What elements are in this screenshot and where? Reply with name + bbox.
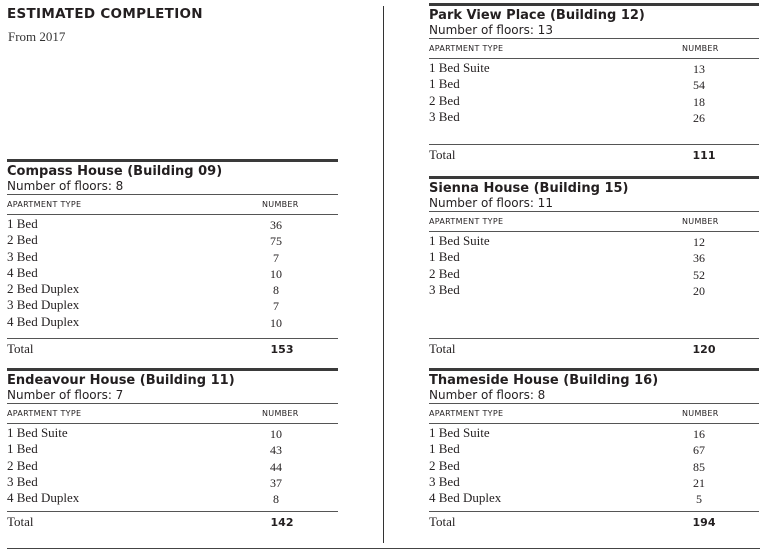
apartment-number: 36: [693, 251, 705, 266]
building-block-endeavour: [7, 368, 338, 538]
table-header: [429, 403, 759, 424]
total-label: Total: [7, 514, 34, 529]
total-value: 111: [692, 149, 716, 162]
apartment-type: 2 Bed Duplex: [7, 281, 80, 297]
table-header: [429, 38, 759, 59]
table-header: [7, 194, 338, 215]
block-top-rule: [429, 3, 759, 6]
table-row: [429, 109, 759, 125]
apartment-type: 2 Bed: [429, 265, 460, 281]
apartment-type: 3 Bed Duplex: [7, 297, 80, 313]
total-row: [7, 511, 338, 529]
column-header-type: APARTMENT TYPE: [429, 409, 504, 418]
total-row: [429, 338, 759, 356]
apartment-number: 10: [270, 266, 282, 281]
column-header-type: APARTMENT TYPE: [7, 200, 82, 209]
table-row: [429, 458, 759, 474]
column-header-number: NUMBER: [682, 217, 719, 226]
total-value: 194: [692, 516, 716, 529]
table-rows: [429, 425, 759, 506]
apartment-number: 16: [693, 427, 705, 441]
total-label: Total: [429, 514, 456, 529]
table-row: [429, 441, 759, 457]
apartment-type: 4 Bed Duplex: [429, 490, 502, 506]
table-row: [7, 249, 338, 265]
apartment-type: 1 Bed: [7, 216, 38, 231]
table-header: [7, 403, 338, 424]
apartment-type: 3 Bed: [429, 281, 460, 297]
apartment-number: 8: [273, 492, 279, 507]
table-row: [429, 233, 759, 249]
apartment-number: 85: [693, 459, 705, 474]
total-label: Total: [7, 341, 34, 356]
apartment-number: 75: [270, 234, 282, 249]
column-header-type: APARTMENT TYPE: [429, 217, 504, 226]
column-divider: [383, 6, 384, 543]
total-label: Total: [429, 147, 456, 162]
table-row: [429, 474, 759, 490]
apartment-type: 4 Bed Duplex: [7, 490, 80, 506]
building-floors: Number of floors: 13: [429, 23, 553, 37]
table-row: [7, 297, 338, 313]
table-row: [7, 441, 338, 457]
table-row: [429, 425, 759, 441]
apartment-number: 54: [693, 78, 705, 93]
table-rows: [7, 216, 338, 330]
total-value: 153: [270, 343, 294, 356]
building-floors: Number of floors: 7: [7, 388, 124, 402]
apartment-number: 12: [693, 235, 705, 249]
table-row: [7, 281, 338, 297]
apartment-type: 1 Bed Suite: [429, 233, 490, 248]
apartment-number: 52: [693, 267, 705, 282]
column-header-type: APARTMENT TYPE: [7, 409, 82, 418]
building-block-sienna: [429, 176, 759, 359]
apartment-type: 1 Bed Suite: [429, 425, 490, 440]
column-header-number: NUMBER: [682, 409, 719, 418]
column-header-type: APARTMENT TYPE: [429, 44, 504, 53]
table-row: [7, 458, 338, 474]
table-rows: [7, 425, 338, 506]
apartment-number: 21: [693, 475, 705, 490]
table-row: [429, 93, 759, 109]
apartment-type: 1 Bed: [7, 441, 38, 457]
building-name: Thameside House (Building 16): [429, 373, 659, 388]
apartment-type: 1 Bed Suite: [7, 425, 68, 440]
table-header: [429, 211, 759, 232]
apartment-type: 1 Bed: [429, 76, 460, 92]
table-row: [7, 314, 338, 330]
table-row: [7, 265, 338, 281]
table-rows: [429, 60, 759, 125]
apartment-type: 2 Bed: [429, 92, 460, 108]
table-row: [7, 490, 338, 506]
block-top-rule: [429, 368, 759, 371]
total-row: [7, 338, 338, 356]
apartment-number: 10: [270, 427, 282, 441]
total-label: Total: [429, 341, 456, 356]
building-floors: Number of floors: 8: [7, 179, 124, 193]
table-row: [429, 76, 759, 92]
apartment-type: 1 Bed: [429, 441, 460, 457]
column-header-number: NUMBER: [262, 409, 299, 418]
table-rows: [429, 233, 759, 298]
apartment-number: 10: [270, 315, 282, 330]
total-value: 120: [692, 343, 716, 356]
apartment-number: 7: [273, 299, 279, 314]
total-row: [429, 144, 759, 162]
column-header-number: NUMBER: [682, 44, 719, 53]
estimated-completion-date: From 2017: [8, 29, 66, 44]
table-row: [429, 266, 759, 282]
apartment-number: 8: [273, 283, 279, 298]
apartment-number: 26: [693, 110, 705, 125]
block-top-rule: [429, 176, 759, 179]
apartment-type: 3 Bed: [7, 473, 38, 489]
apartment-number: 36: [270, 218, 282, 232]
table-row: [429, 60, 759, 76]
building-name: Park View Place (Building 12): [429, 8, 645, 23]
block-top-rule: [7, 159, 338, 162]
bottom-rule: [7, 548, 760, 549]
apartment-type: 2 Bed: [7, 232, 38, 248]
estimated-completion-heading: ESTIMATED COMPLETION: [7, 6, 203, 22]
table-row: [7, 425, 338, 441]
table-row: [7, 216, 338, 232]
block-top-rule: [7, 368, 338, 371]
apartment-number: 7: [273, 250, 279, 265]
apartment-type: 3 Bed: [7, 248, 38, 264]
apartment-type: 3 Bed: [429, 108, 460, 124]
apartment-number: 43: [270, 443, 282, 458]
table-row: [429, 282, 759, 298]
apartment-type: 4 Bed: [7, 264, 38, 280]
table-row: [429, 249, 759, 265]
building-block-parkview: [429, 3, 759, 168]
apartment-number: 13: [693, 62, 705, 76]
building-block-compass: [7, 159, 338, 359]
apartment-type: 2 Bed: [429, 457, 460, 473]
building-floors: Number of floors: 11: [429, 196, 553, 210]
apartment-number: 67: [693, 443, 705, 458]
building-block-thameside: [429, 368, 759, 538]
building-name: Endeavour House (Building 11): [7, 373, 235, 388]
total-value: 142: [270, 516, 294, 529]
apartment-type: 1 Bed: [429, 249, 460, 265]
apartment-type: 4 Bed Duplex: [7, 313, 80, 329]
table-row: [7, 232, 338, 248]
total-row: [429, 511, 759, 529]
apartment-number: 44: [270, 459, 282, 474]
apartment-type: 1 Bed Suite: [429, 60, 490, 75]
apartment-number: 37: [270, 475, 282, 490]
column-header-number: NUMBER: [262, 200, 299, 209]
apartment-number: 20: [693, 283, 705, 298]
apartment-number: 18: [693, 94, 705, 109]
table-row: [7, 474, 338, 490]
apartment-type: 2 Bed: [7, 457, 38, 473]
apartment-number: 5: [696, 492, 702, 507]
building-name: Compass House (Building 09): [7, 164, 223, 179]
apartment-type: 3 Bed: [429, 473, 460, 489]
building-name: Sienna House (Building 15): [429, 181, 629, 196]
building-floors: Number of floors: 8: [429, 388, 546, 402]
table-row: [429, 490, 759, 506]
